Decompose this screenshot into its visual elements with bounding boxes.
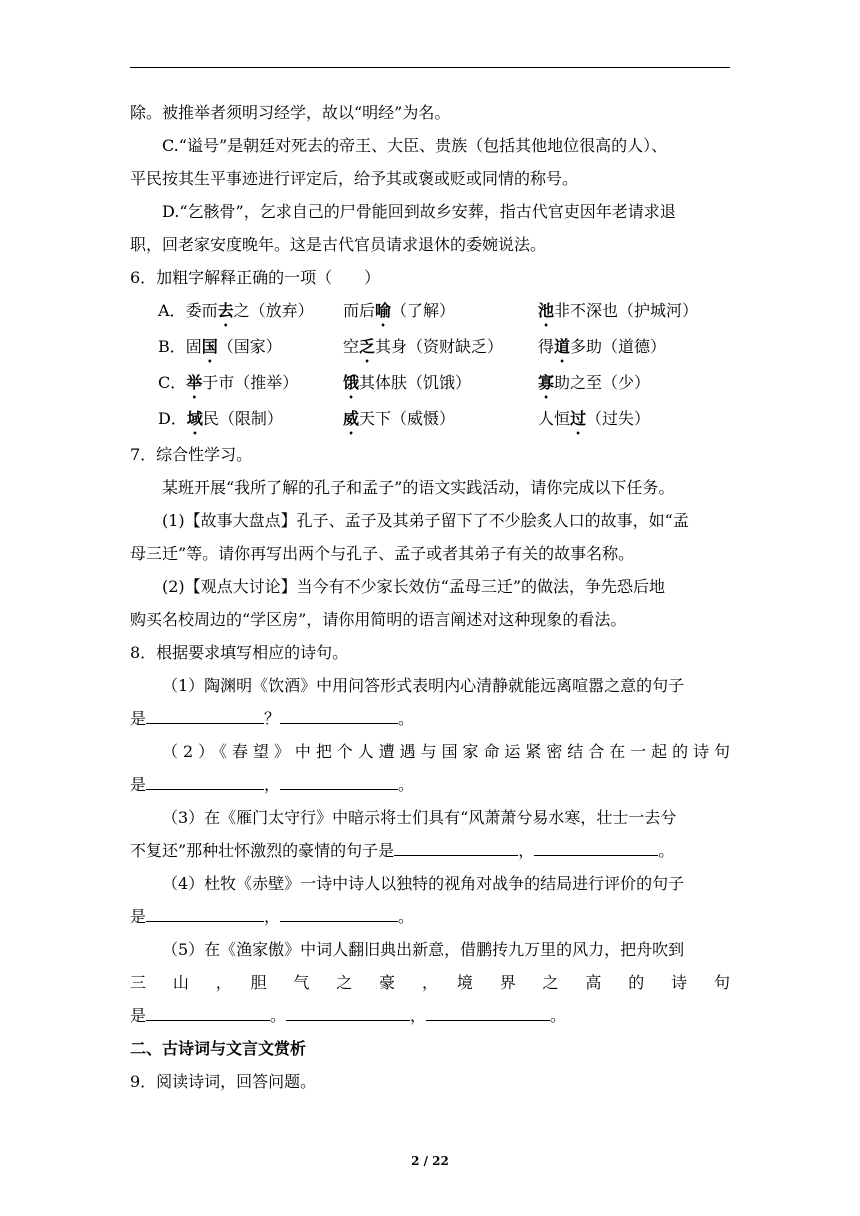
option-text: 民（限制） bbox=[202, 409, 283, 428]
emphasized-char: 乏 bbox=[359, 337, 376, 356]
emphasized-char: 威 bbox=[343, 409, 360, 428]
question-7-1-line: (1)【故事大盘点】孔子、孟子及其弟子留下了不少脍炙人口的故事，如“孟 bbox=[162, 511, 689, 530]
question-8-1-answer-line bbox=[130, 702, 730, 735]
answer-blank[interactable] bbox=[394, 840, 518, 856]
question-8-5-answer-line bbox=[130, 999, 730, 1032]
text: 。 bbox=[398, 907, 415, 926]
text: 是 bbox=[130, 1006, 147, 1025]
option-text: 得 bbox=[538, 337, 555, 356]
text: 。 bbox=[398, 775, 415, 794]
question-8-4-answer-line bbox=[130, 900, 730, 933]
answer-blank[interactable] bbox=[280, 708, 398, 724]
text: 是 bbox=[130, 907, 147, 926]
question-8-5-line: （5）在《渔家傲》中词人翻旧典出新意，借鹏抟九万里的风力，把舟吹到 bbox=[162, 940, 685, 959]
option-cell bbox=[158, 330, 343, 366]
option-text: （了解） bbox=[391, 301, 456, 320]
option-cell bbox=[343, 294, 538, 330]
question-6-options bbox=[130, 294, 730, 438]
option-cell bbox=[538, 330, 666, 366]
option-cell bbox=[158, 402, 343, 438]
answer-blank[interactable] bbox=[286, 1005, 410, 1021]
header-rule bbox=[130, 67, 730, 68]
question-8-5-line: 三 山 ， 胆 气 之 豪 ， 境 界 之 高 的 诗 句 bbox=[130, 973, 730, 992]
section-2-heading: 二、古诗词与文言文赏析 bbox=[130, 1039, 307, 1058]
text: ， bbox=[264, 775, 281, 794]
question-8-3-line: （3）在《雁门太守行》中暗示将士们具有“风萧萧兮易水寒，壮士一去兮 bbox=[162, 808, 677, 827]
answer-blank[interactable] bbox=[280, 774, 398, 790]
option-text: 其身（资财缺乏） bbox=[375, 337, 504, 356]
text-line: 除。被推举者须明习经学，故以“明经”为名。 bbox=[130, 103, 451, 122]
option-text: 人恒 bbox=[538, 409, 571, 428]
emphasized-char: 域 bbox=[186, 409, 203, 428]
page-content bbox=[130, 96, 730, 1098]
option-cell bbox=[538, 402, 650, 438]
option-text: 于市（推举） bbox=[202, 373, 299, 392]
emphasized-char: 国 bbox=[201, 337, 218, 356]
text: 是 bbox=[130, 709, 147, 728]
question-7-2-line: (2)【观点大讨论】当今有不少家长效仿“孟母三迁”的做法，争先恐后地 bbox=[162, 577, 666, 596]
question-8-4-line: （4）杜牧《赤壁》一诗中诗人以独特的视角对战争的结局进行评价的句子 bbox=[162, 874, 685, 893]
option-c-line: C.“谥号”是朝廷对死去的帝王、大臣、贵族（包括其他地位很高的人）、 bbox=[162, 136, 668, 155]
text: ， bbox=[410, 1006, 427, 1025]
option-text: （国家） bbox=[217, 337, 282, 356]
option-cell bbox=[538, 294, 698, 330]
answer-blank[interactable] bbox=[146, 1005, 270, 1021]
answer-blank[interactable] bbox=[146, 708, 264, 724]
question-7-title: 7．综合性学习。 bbox=[130, 445, 253, 464]
question-8-2-answer-line bbox=[130, 768, 730, 801]
emphasized-char: 喻 bbox=[375, 301, 392, 320]
option-text: 之（放弃） bbox=[233, 301, 314, 320]
question-6-option-row bbox=[130, 294, 730, 330]
option-text: A． bbox=[158, 301, 186, 320]
emphasized-char: 寡 bbox=[538, 373, 555, 392]
text: ， bbox=[518, 841, 535, 860]
option-d-line: D.“乞骸骨”，乞求自己的尸骨能回到故乡安葬，指古代官吏因年老请求退 bbox=[162, 202, 676, 221]
text: 不复还”那种壮怀激烈的豪情的句子是 bbox=[130, 841, 395, 860]
question-9-title: 9．阅读诗词，回答问题。 bbox=[130, 1072, 317, 1091]
question-6-title: 6．加粗字解释正确的一项（ ） bbox=[130, 268, 381, 287]
option-text: （过失） bbox=[586, 409, 651, 428]
answer-blank[interactable] bbox=[534, 840, 658, 856]
text-line: 平民按其生平事迹进行评定后，给予其或褒或贬或同情的称号。 bbox=[130, 169, 579, 188]
question-6-option-row bbox=[130, 402, 730, 438]
option-text: D． bbox=[158, 409, 187, 428]
text: 是 bbox=[130, 775, 147, 794]
option-text: B． bbox=[158, 337, 186, 356]
text: ， bbox=[264, 907, 281, 926]
question-6-option-row bbox=[130, 366, 730, 402]
question-8-title: 8．根据要求填写相应的诗句。 bbox=[130, 643, 349, 662]
option-text: 天下（威慑） bbox=[359, 409, 456, 428]
option-text: 空 bbox=[343, 337, 360, 356]
question-8-1-line: （1）陶渊明《饮酒》中用问答形式表明内心清静就能远离喧嚣之意的句子 bbox=[162, 676, 685, 695]
option-cell bbox=[343, 402, 538, 438]
text: 。 bbox=[270, 1006, 287, 1025]
option-text: C． bbox=[158, 373, 187, 392]
option-cell bbox=[538, 366, 650, 402]
page-number: 2 / 22 bbox=[411, 1154, 449, 1168]
question-7-2-line: 购买名校周边的“学区房”，请你用简明的语言阐述对这种现象的看法。 bbox=[130, 610, 627, 629]
text-line: 职，回老家安度晚年。这是古代官员请求退休的委婉说法。 bbox=[130, 235, 547, 254]
option-text: 助之至（少） bbox=[554, 373, 651, 392]
option-cell bbox=[158, 294, 343, 330]
option-text: 固 bbox=[185, 337, 202, 356]
option-cell bbox=[343, 330, 538, 366]
question-8-2-line: （2）《春望》中把个人遭遇与国家命运紧密结合在一起的诗句 bbox=[162, 742, 730, 761]
question-7-intro: 某班开展“我所了解的孔子和孟子”的语文实践活动，请你完成以下任务。 bbox=[162, 478, 675, 497]
text: 。 bbox=[550, 1006, 567, 1025]
text: ？ bbox=[264, 709, 281, 728]
question-8-3-answer-line bbox=[130, 834, 730, 867]
question-6-option-row bbox=[130, 330, 730, 366]
answer-blank[interactable] bbox=[146, 906, 264, 922]
option-cell bbox=[343, 366, 538, 402]
option-cell bbox=[158, 366, 343, 402]
option-text: 其体肤（饥饿） bbox=[359, 373, 472, 392]
question-7-1-line: 母三迁”等。请你再写出两个与孔子、孟子或者其弟子有关的故事名称。 bbox=[130, 544, 635, 563]
emphasized-char: 过 bbox=[570, 409, 587, 428]
option-text: 非不深也（护城河） bbox=[554, 301, 699, 320]
emphasized-char: 池 bbox=[538, 301, 555, 320]
option-text: 委而 bbox=[185, 301, 218, 320]
answer-blank[interactable] bbox=[426, 1005, 550, 1021]
emphasized-char: 去 bbox=[217, 301, 234, 320]
answer-blank[interactable] bbox=[280, 906, 398, 922]
emphasized-char: 饿 bbox=[343, 373, 360, 392]
emphasized-char: 道 bbox=[554, 337, 571, 356]
emphasized-char: 举 bbox=[186, 373, 203, 392]
option-text: 而后 bbox=[343, 301, 376, 320]
text: 。 bbox=[658, 841, 675, 860]
option-text: 多助（道德） bbox=[570, 337, 667, 356]
answer-blank[interactable] bbox=[146, 774, 264, 790]
text: 。 bbox=[398, 709, 415, 728]
